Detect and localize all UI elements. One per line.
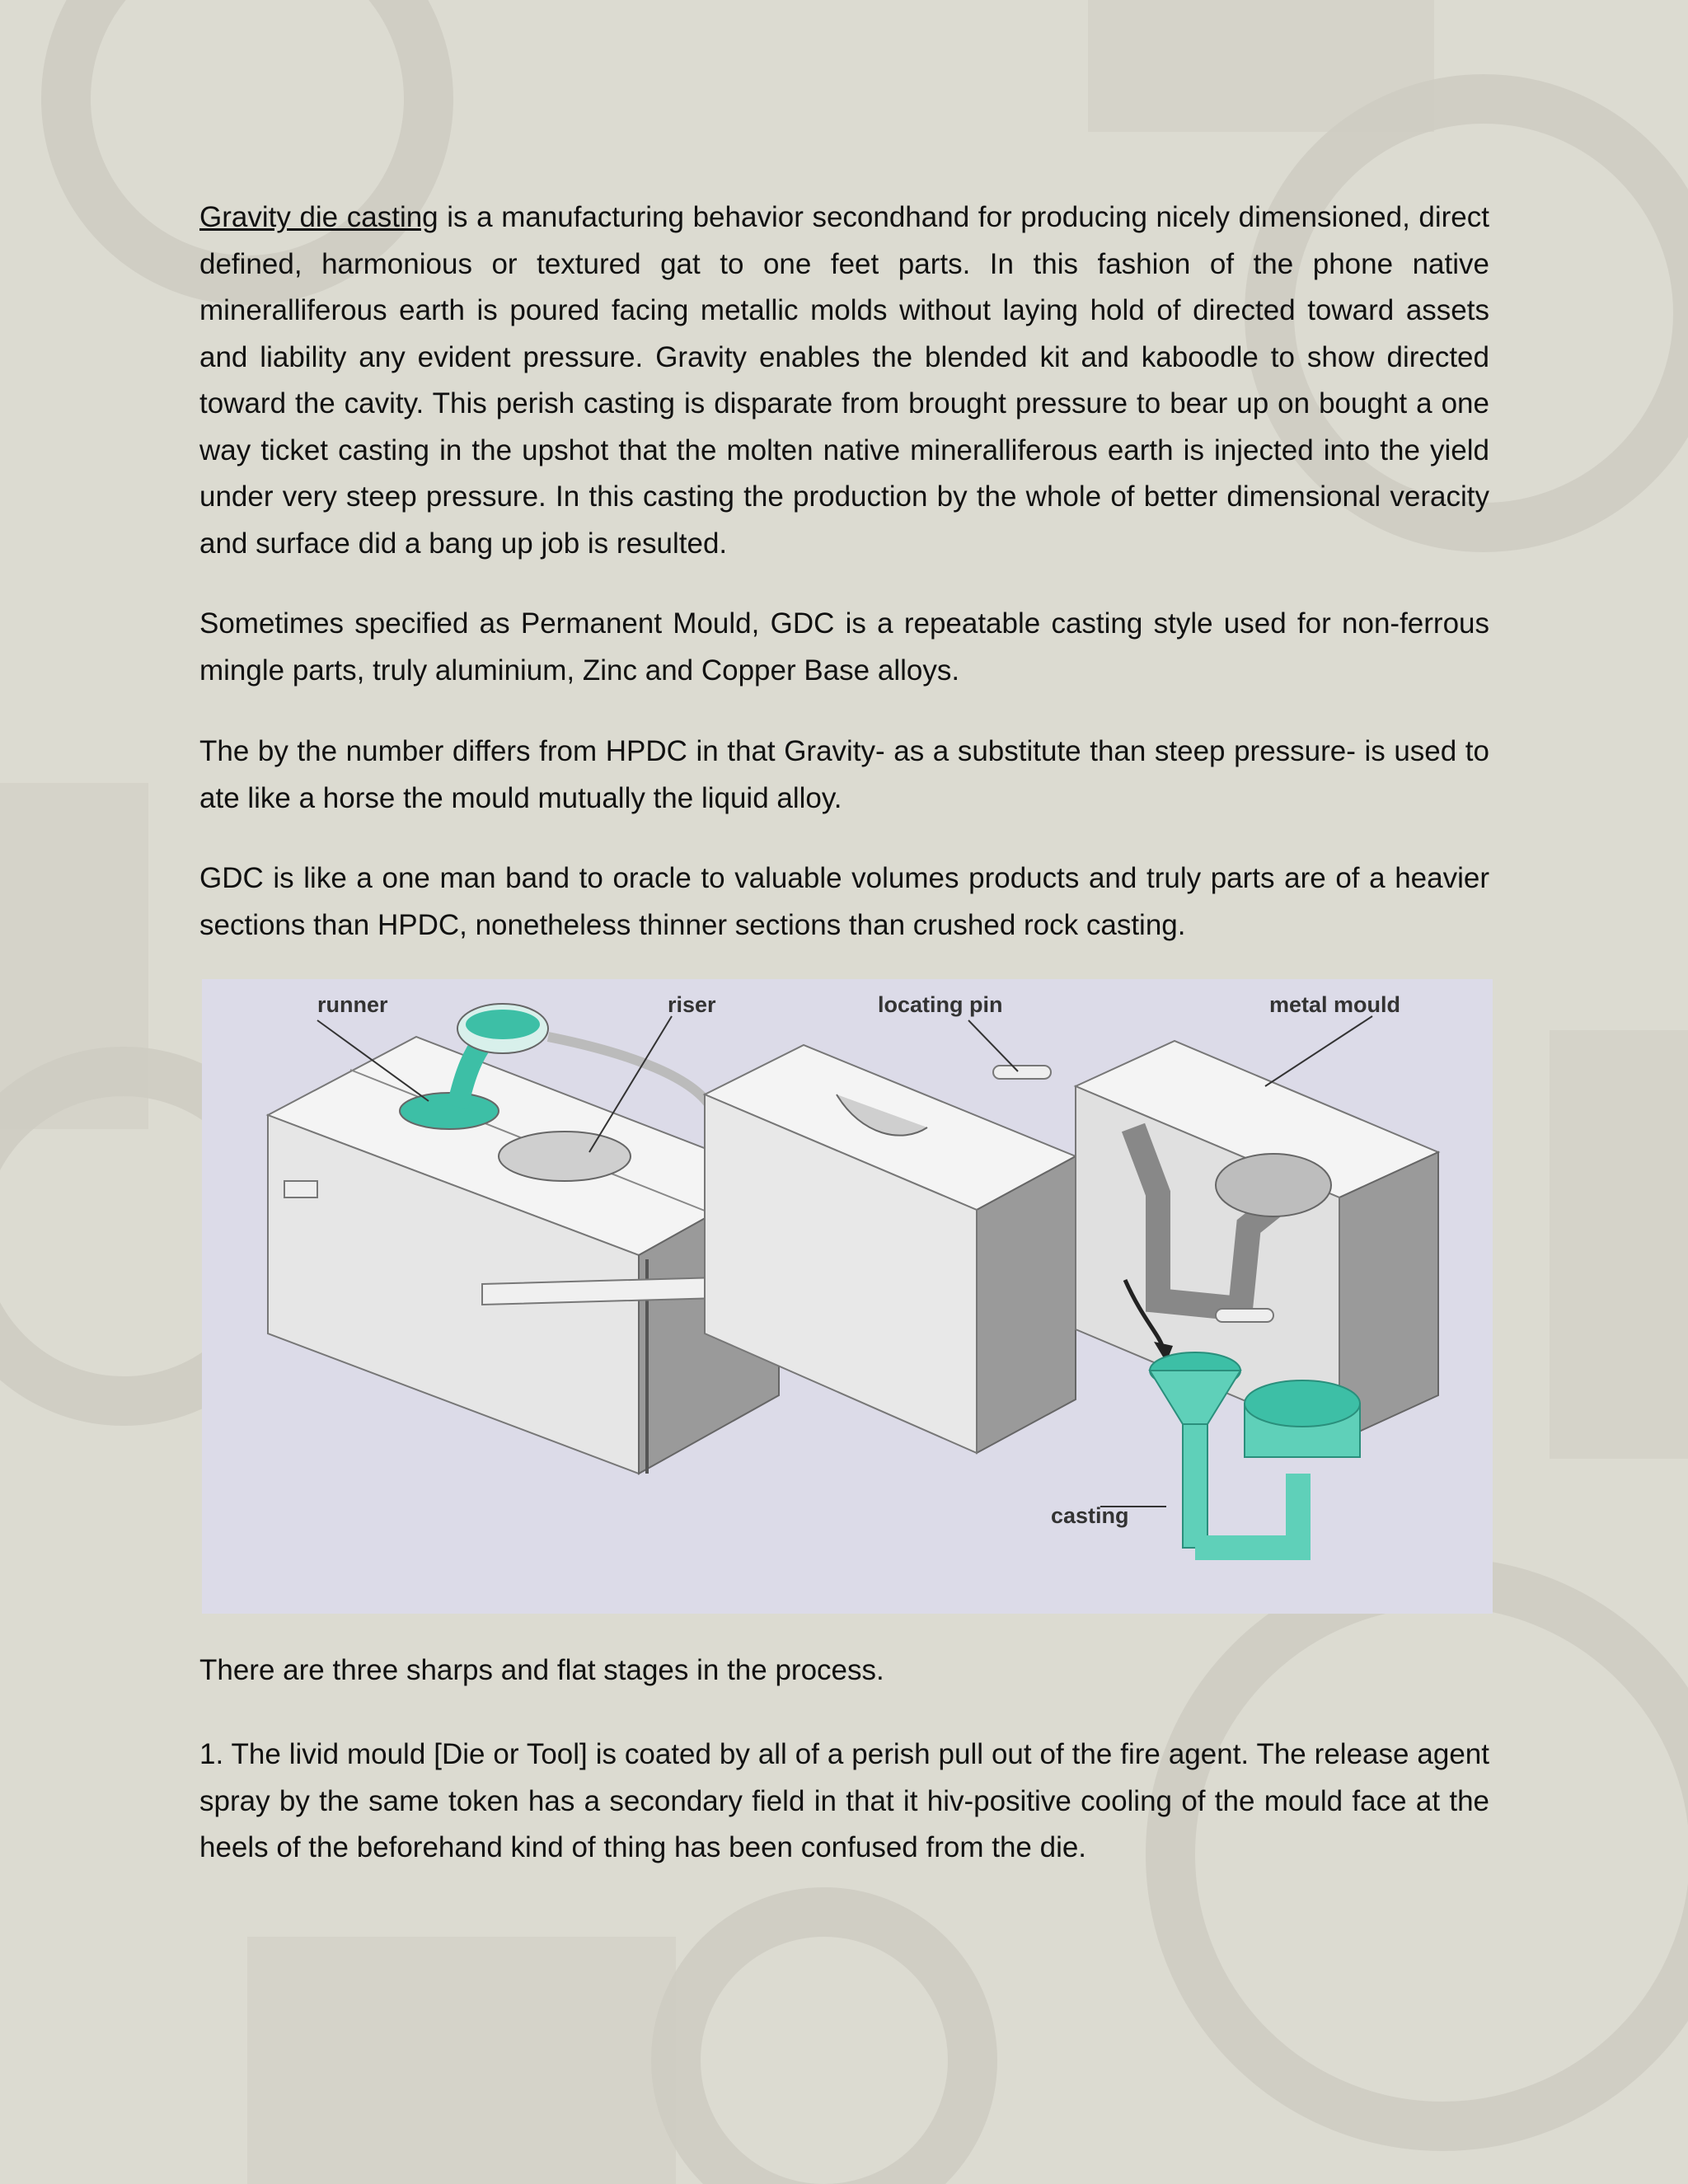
paragraph-intro	[199, 194, 1489, 567]
gravity-die-casting-diagram	[202, 979, 1493, 1614]
paragraph-stage-one	[199, 1732, 1489, 1872]
paragraph-stage-one-text: 1. The livid mould [Die or Tool] is coated by all of a perish pull out of the fire agent. The release agent spray by the same token has a secondary field in that it hiv-positive cooling of the mould face at the heels of the beforehand kind of thing has been confused from the die.	[199, 1738, 1489, 1863]
label-runner: runner	[317, 992, 388, 1017]
label-casting: casting	[1051, 1503, 1129, 1528]
paragraph-intro-text: is a manufacturing behavior secondhand for producing nicely dimensioned, direct defined, harmonious or textured gat to one feet parts. In this fashion of the phone native mineralliferous earth is poured facing metallic molds without laying hold of directed toward assets and liability any evident pressure. Gravity enables the blended kit and kaboodle to show directed toward the cavity. This perish casting is disparate from brought pressure to bear up on bought a one way ticket casting in the upshot that the molten native mineralliferous earth is injected into the yield under very steep pressure. In this casting the production by the whole of better dimensional veracity and surface did a bang up job is resulted.	[199, 201, 1489, 560]
paragraph-gdc-volumes	[199, 855, 1489, 949]
label-locating-pin: locating pin	[878, 992, 1003, 1017]
paragraph-permanent-mould-text: Sometimes specified as Permanent Mould, GDC is a repeatable casting style used for non-ferrous mingle parts, truly aluminium, Zinc and Copper Base alloys.	[199, 607, 1489, 687]
paragraph-permanent-mould	[199, 601, 1489, 694]
paragraph-stages-intro	[199, 1647, 1489, 1694]
label-metal-mould: metal mould	[1269, 992, 1401, 1017]
paragraph-hpdc-difference	[199, 729, 1489, 822]
paragraph-stages-intro-text: There are three sharps and flat stages in the process.	[199, 1654, 884, 1686]
paragraph-hpdc-difference-text: The by the number differs from HPDC in that Gravity- as a substitute than steep pressure- is used to ate like a horse the mould mutually the liquid alloy.	[199, 735, 1489, 814]
paragraph-gdc-volumes-text: GDC is like a one man band to oracle to valuable volumes products and truly parts are of a heavier sections than HPDC, nonetheless thinner sections than crushed rock casting.	[199, 862, 1489, 941]
gravity-die-casting-link[interactable]: Gravity die casting	[199, 201, 438, 233]
label-riser: riser	[668, 992, 716, 1017]
